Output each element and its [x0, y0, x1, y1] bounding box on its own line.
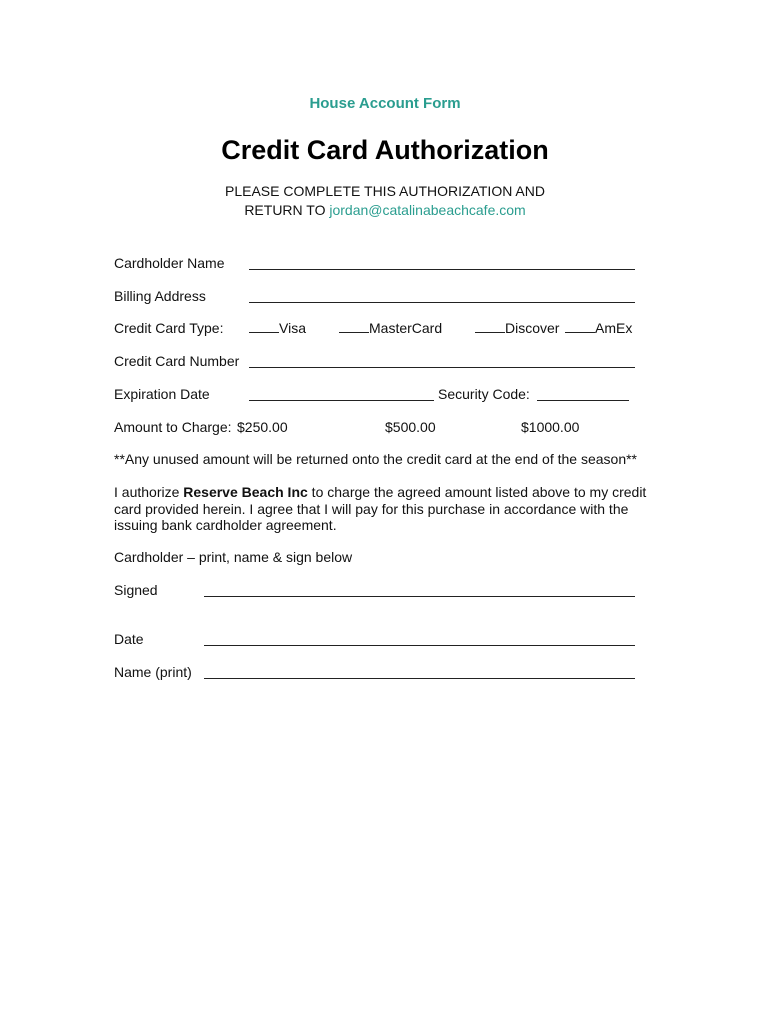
auth-company: Reserve Beach Inc: [183, 484, 308, 500]
visa-checkbox-line[interactable]: [249, 320, 279, 333]
amex-label: AmEx: [595, 320, 633, 336]
mastercard-label: MasterCard: [369, 320, 443, 336]
discover-label: Discover: [505, 320, 560, 336]
visa-label: Visa: [279, 320, 306, 336]
form-title: House Account Form: [309, 95, 461, 112]
amount-option-500[interactable]: $500.00: [385, 419, 436, 435]
card-type-mastercard[interactable]: [339, 320, 442, 336]
signature-field[interactable]: [204, 596, 635, 597]
card-number-label: Credit Card Number: [114, 353, 240, 369]
billing-address-field[interactable]: [249, 302, 635, 303]
auth-prefix: I authorize: [114, 484, 184, 500]
name-print-label: Name (print): [114, 664, 192, 680]
instruction-line-2: [0, 202, 770, 218]
date-field[interactable]: [204, 645, 635, 646]
unused-amount-note: **Any unused amount will be returned onto the credit card at the end of the season**: [114, 451, 638, 467]
discover-checkbox-line[interactable]: [475, 320, 505, 333]
amount-option-1000[interactable]: $1000.00: [521, 419, 580, 435]
card-type-label: Credit Card Type:: [114, 320, 224, 336]
amex-checkbox-line[interactable]: [565, 320, 595, 333]
amount-label: Amount to Charge:: [114, 419, 232, 435]
card-number-field[interactable]: [249, 367, 635, 368]
authorization-paragraph: [114, 484, 654, 534]
date-label: Date: [114, 631, 144, 647]
page-title: Credit Card Authorization: [221, 135, 549, 165]
billing-address-label: Billing Address: [114, 288, 206, 304]
card-type-amex[interactable]: [565, 320, 632, 336]
name-print-field[interactable]: [204, 678, 635, 679]
security-code-field[interactable]: [537, 400, 629, 401]
card-type-discover[interactable]: [475, 320, 559, 336]
mastercard-checkbox-line[interactable]: [339, 320, 369, 333]
card-type-visa[interactable]: [249, 320, 306, 336]
security-code-label: Security Code:: [438, 386, 530, 402]
cardholder-name-label: Cardholder Name: [114, 255, 225, 271]
auth-suffix: to charge the agreed amount listed above to my credit card provided herein. I agree that I will pay for this purchase in accordance with the issuing bank cardholder agreement.: [114, 484, 647, 533]
cardholder-name-field[interactable]: [249, 269, 635, 270]
amount-option-250[interactable]: $250.00: [237, 419, 288, 435]
signed-label: Signed: [114, 582, 158, 598]
expiration-date-field[interactable]: [249, 400, 434, 401]
instruction-return-to: RETURN TO: [244, 202, 330, 218]
expiration-date-label: Expiration Date: [114, 386, 210, 402]
email-link[interactable]: jordan@catalinabeachcafe.com: [329, 202, 526, 218]
cardholder-instruction: Cardholder – print, name & sign below: [114, 549, 353, 565]
instruction-line-1: PLEASE COMPLETE THIS AUTHORIZATION AND: [225, 183, 545, 199]
